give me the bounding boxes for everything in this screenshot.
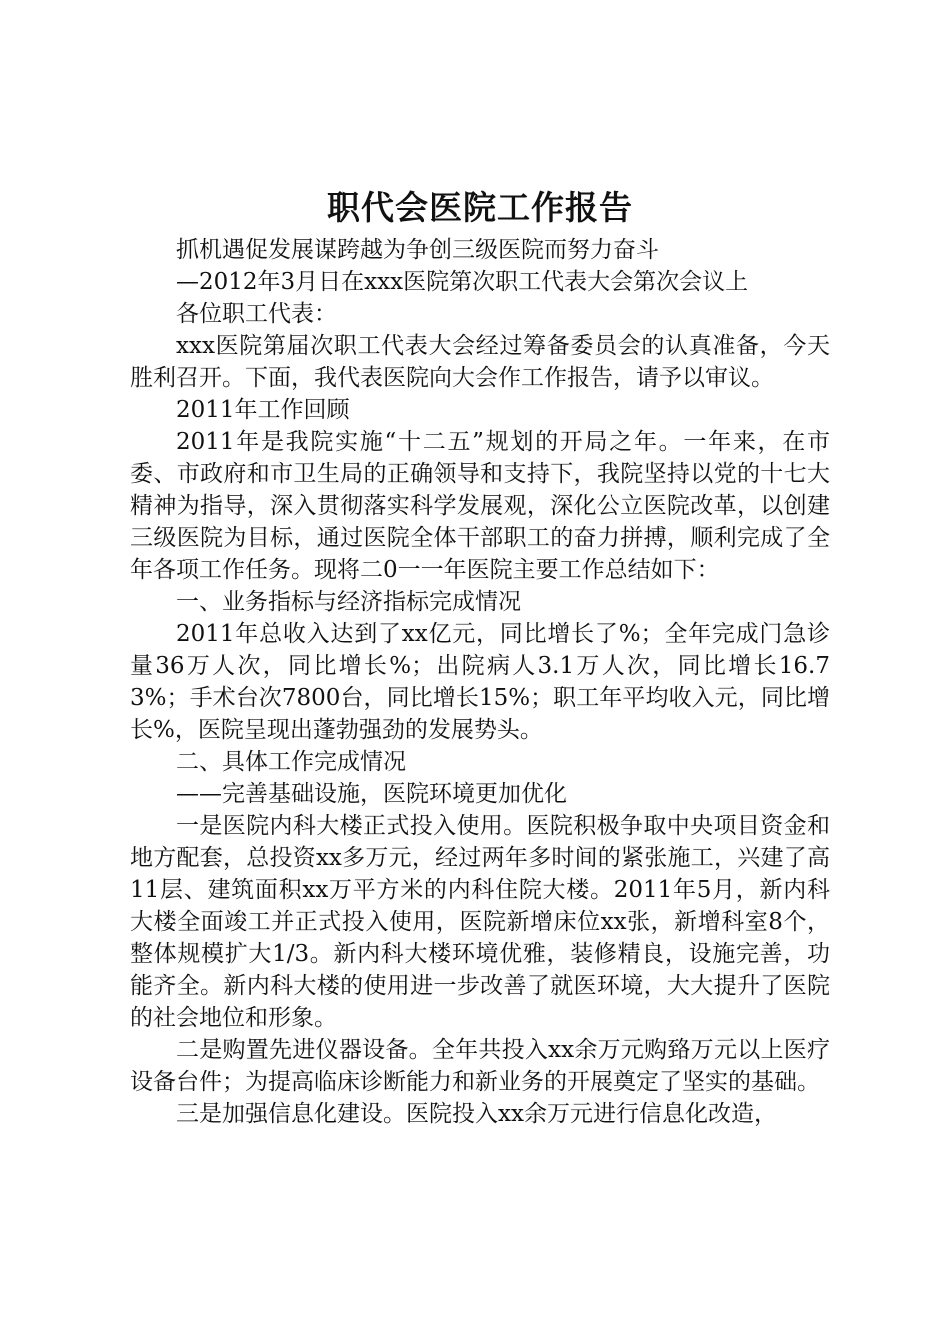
body-paragraph: 二是购置先进仪器设备。全年共投入xx余万元购臵万元以上医疗设备台件；为提高临床诊断能力和新业务的开展奠定了坚实的基础。 bbox=[130, 1037, 830, 1095]
document-title: 职代会医院工作报告 bbox=[327, 188, 633, 227]
section-heading: 一、业务指标与经济指标完成情况 bbox=[176, 589, 521, 615]
section-heading: 2011年工作回顾 bbox=[176, 397, 350, 423]
date-line-paragraph: —2012年3月日在xxx医院第次职工代表大会第次会议上 bbox=[176, 269, 749, 295]
salutation-paragraph: 各位职工代表： bbox=[176, 301, 337, 327]
body-paragraph: 一是医院内科大楼正式投入使用。医院积极争取中央项目资金和地方配套，总投资xx多万元，经过两年多时间的紧张施工，兴建了高11层、建筑面积xx万平方米的内科住院大楼。2011年5月，新内科大楼全面竣工并正式投入使用，医院新增床位xx张，新增科室8个，整体规模扩大1/3。新内科大楼环境优雅，装修精良，设施完善，功能齐全。新内科大楼的使用进一步改善了就医环境，大大提升了医院的社会地位和形象。 bbox=[130, 813, 830, 1031]
body-paragraph: 2011年总收入达到了xx亿元，同比增长了%；全年完成门急诊量36万人次，同比增长%；出院病人3.1万人次，同比增长16.73%；手术台次7800台，同比增长15%；职工年平均收入元，同比增长%，医院呈现出蓬勃强劲的发展势头。 bbox=[130, 621, 830, 743]
document-page bbox=[130, 186, 830, 1130]
section-heading: 二、具体工作完成情况 bbox=[176, 749, 406, 775]
body-paragraph: 2011年是我院实施“十二五”规划的开局之年。一年来，在市委、市政府和市卫生局的正确领导和支持下，我院坚持以党的十七大精神为指导，深入贯彻落实科学发展观，深化公立医院改革，以创建三级医院为目标，通过医院全体干部职工的奋力拼搏，顺利完成了全年各项工作任务。现将二0一一年医院主要工作总结如下： bbox=[130, 429, 830, 583]
body-paragraph: 三是加强信息化建设。医院投入xx余万元进行信息化改造， bbox=[176, 1101, 777, 1127]
subsection-heading: ——完善基础设施，医院环境更加优化 bbox=[176, 781, 567, 807]
subtitle-paragraph: 抓机遇促发展谋跨越为争创三级医院而努力奋斗 bbox=[176, 237, 659, 263]
body-paragraph: xxx医院第届次职工代表大会经过筹备委员会的认真准备，今天胜利召开。下面，我代表医院向大会作工作报告，请予以审议。 bbox=[130, 333, 830, 391]
